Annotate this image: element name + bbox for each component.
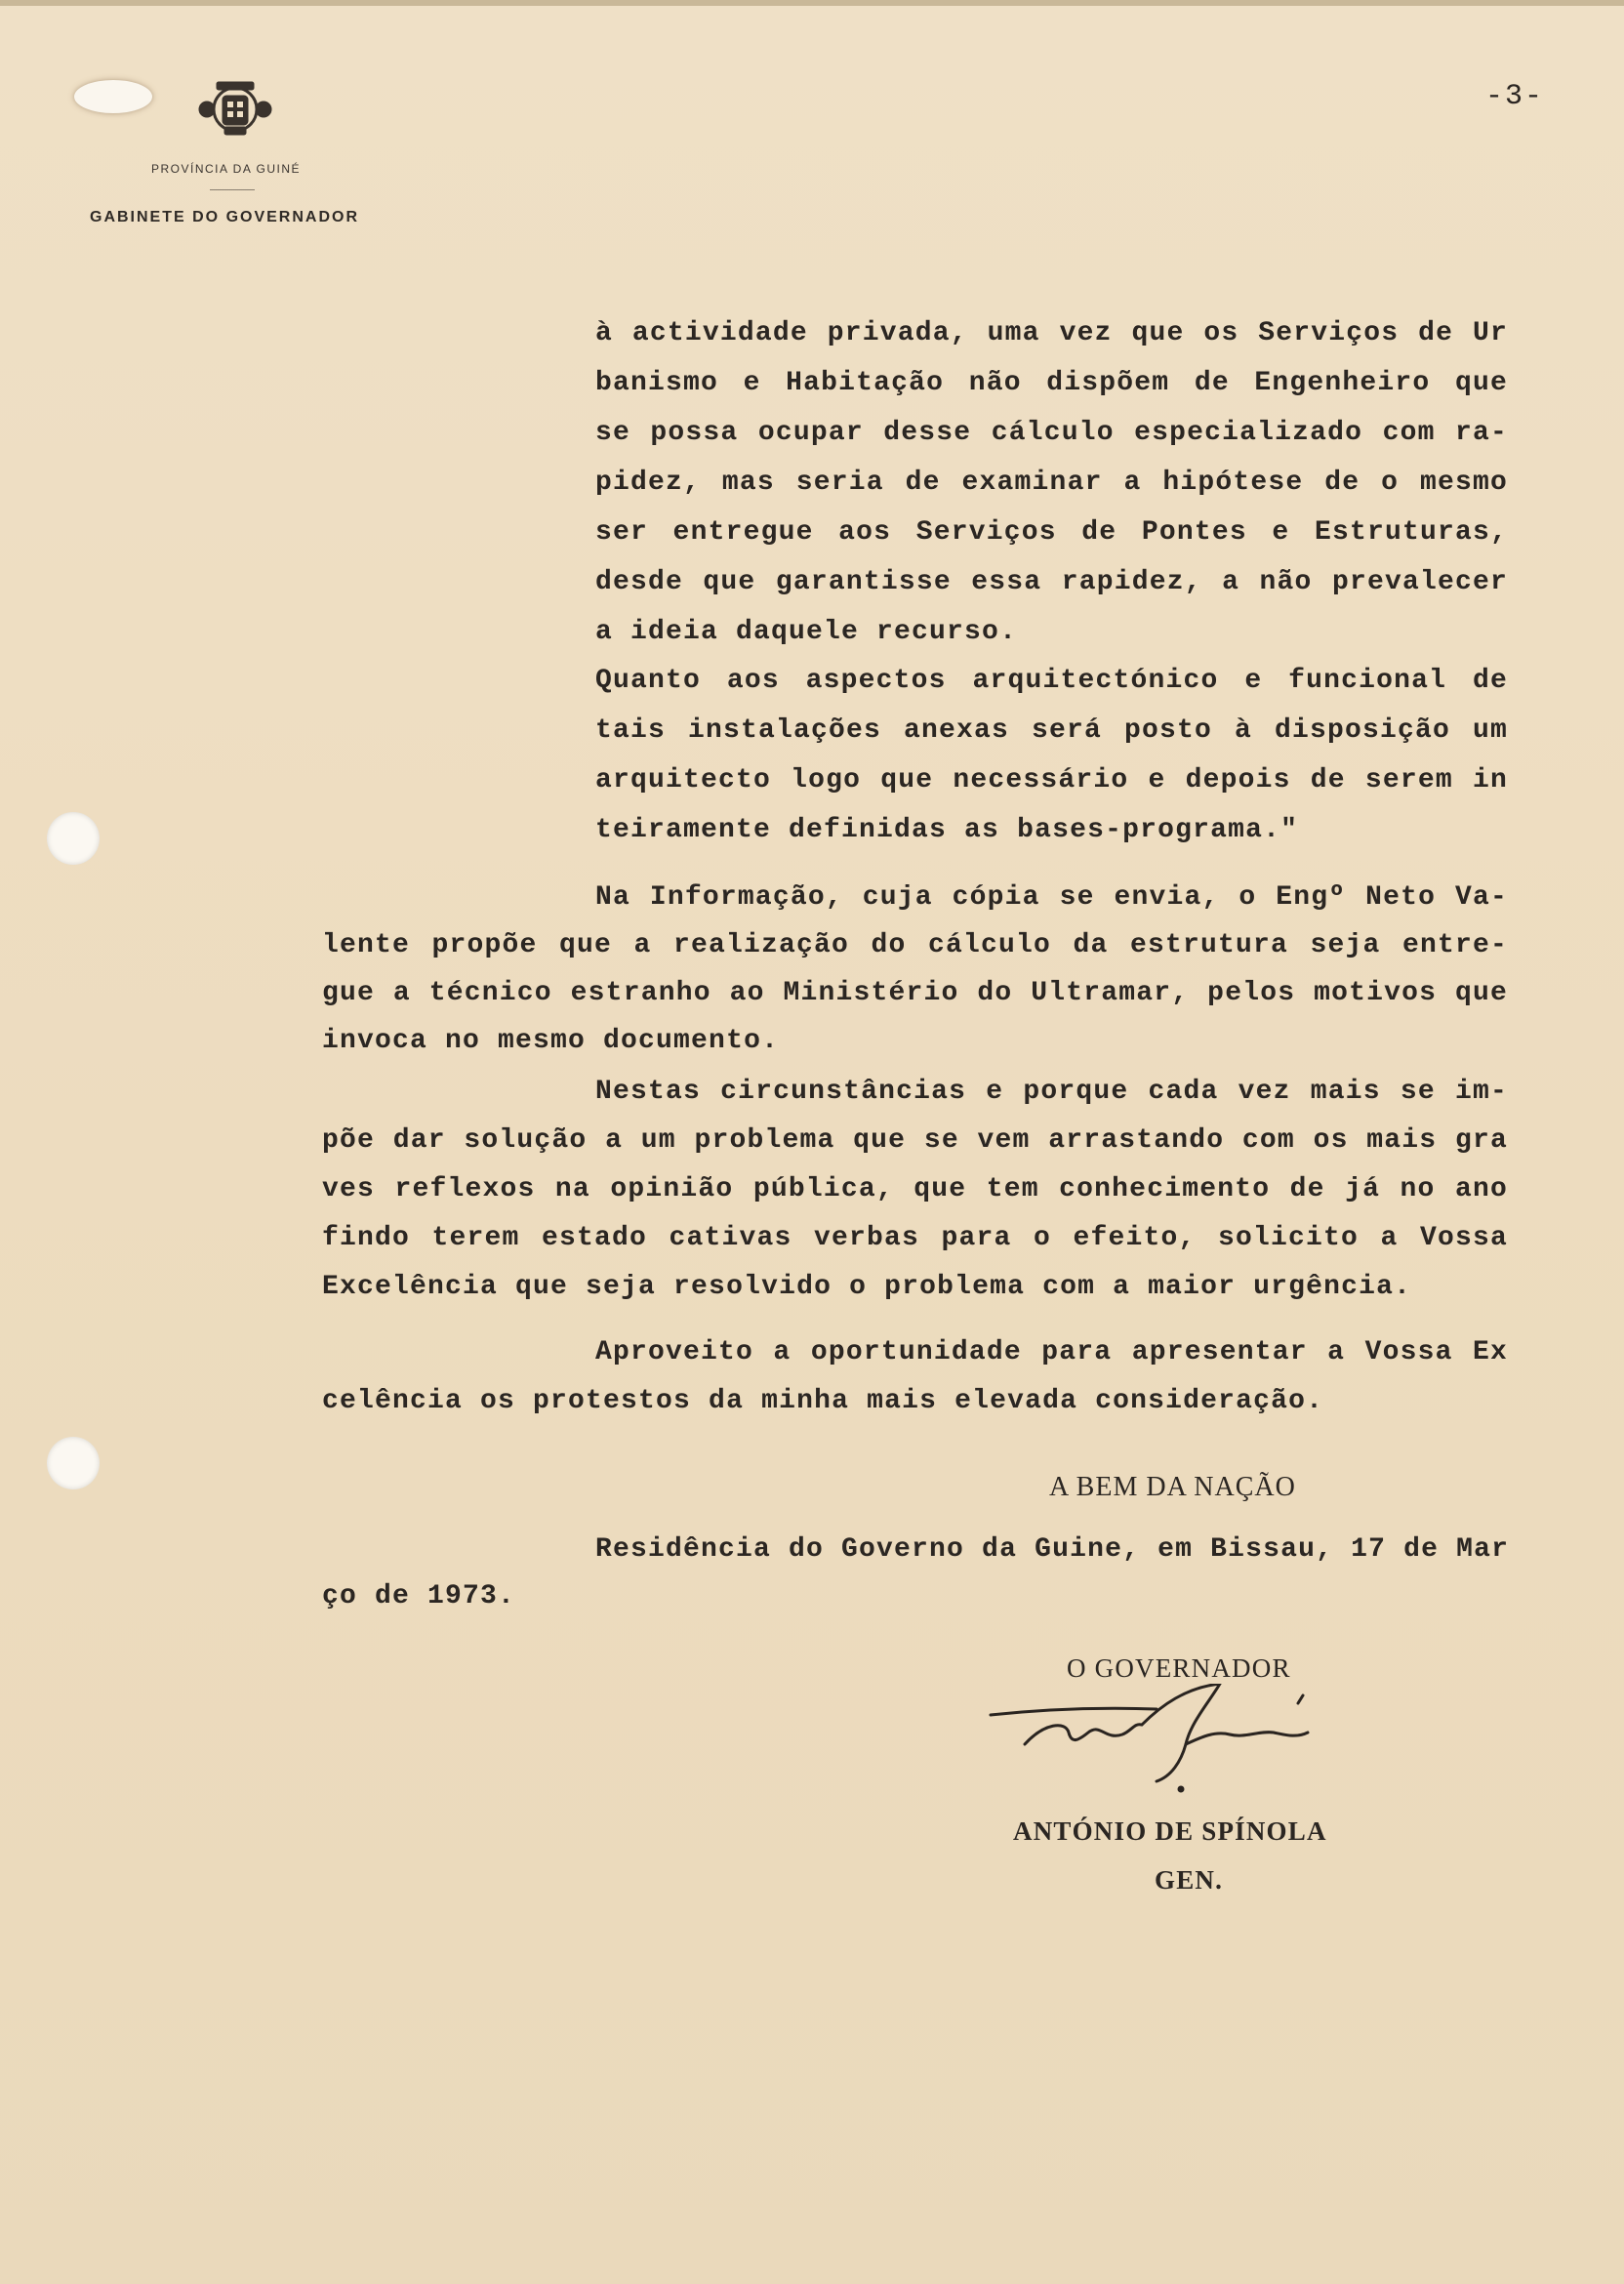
body-line: ves reflexos na opinião pública, que tem conhecimento de já no ano: [322, 1174, 1508, 1204]
body-line: tais instalações anexas será posto à disposição um: [595, 715, 1508, 746]
body-line: Nestas circunstâncias e porque cada vez mais se im-: [595, 1077, 1508, 1107]
body-line: invoca no mesmo documento.: [322, 1026, 780, 1056]
body-line: lente propõe que a realização do cálculo da estrutura seja entre-: [322, 930, 1508, 960]
body-line: à actividade privada, uma vez que os Serviços de Ur: [595, 318, 1508, 348]
office-label: GABINETE DO GOVERNADOR: [90, 209, 360, 225]
salutation: A BEM DA NAÇÃO: [1049, 1472, 1296, 1502]
body-line: gue a técnico estranho ao Ministério do Ultramar, pelos motivos que: [322, 978, 1508, 1008]
torn-staple-mark: [74, 80, 152, 113]
body-line: Na Informação, cuja cópia se envia, o Engº Neto Va-: [595, 882, 1508, 913]
page-number: -3-: [1485, 80, 1545, 113]
signatory-name: ANTÓNIO DE SPÍNOLA: [1013, 1816, 1327, 1846]
body-line: a ideia daquele recurso.: [595, 617, 1018, 647]
punch-hole: [47, 812, 100, 865]
coat-of-arms-seal: [195, 76, 275, 139]
body-line: findo terem estado cativas verbas para o efeito, solicito a Vossa: [322, 1223, 1508, 1253]
body-line: ser entregue aos Serviços de Pontes e Estruturas,: [595, 517, 1508, 548]
body-line: banismo e Habitação não dispõem de Engenheiro que: [595, 368, 1508, 398]
body-line: Excelência que seja resolvido o problema com a maior urgência.: [322, 1272, 1412, 1302]
body-line: Quanto aos aspectos arquitectónico e funcional de: [595, 666, 1508, 696]
province-label: PROVÍNCIA DA GUINÉ: [151, 162, 302, 176]
body-line: teiramente definidas as bases-programa.": [595, 815, 1299, 845]
page-top-edge: [0, 0, 1624, 6]
handwritten-signature: [986, 1684, 1318, 1801]
body-line: pidez, mas seria de examinar a hipótese de o mesmo: [595, 468, 1508, 498]
body-line: se possa ocupar desse cálculo especializado com ra-: [595, 418, 1508, 448]
divider: [210, 189, 255, 190]
signatory-rank: GEN.: [1155, 1865, 1224, 1895]
body-line: Aproveito a oportunidade para apresentar a Vossa Ex: [595, 1337, 1508, 1367]
body-line: celência os protestos da minha mais elevada consideração.: [322, 1386, 1324, 1416]
body-line: põe dar solução a um problema que se vem arrastando com os mais gra: [322, 1125, 1508, 1156]
body-line: arquitecto logo que necessário e depois de serem in: [595, 765, 1508, 795]
place-date: Residência do Governo da Guine, em Bissau, 17 de Mar: [595, 1534, 1510, 1565]
body-line: desde que garantisse essa rapidez, a não prevalecer: [595, 567, 1508, 597]
signatory-title: O GOVERNADOR: [1067, 1653, 1291, 1683]
place-date-continued: ço de 1973.: [322, 1581, 516, 1611]
punch-hole: [47, 1437, 100, 1489]
